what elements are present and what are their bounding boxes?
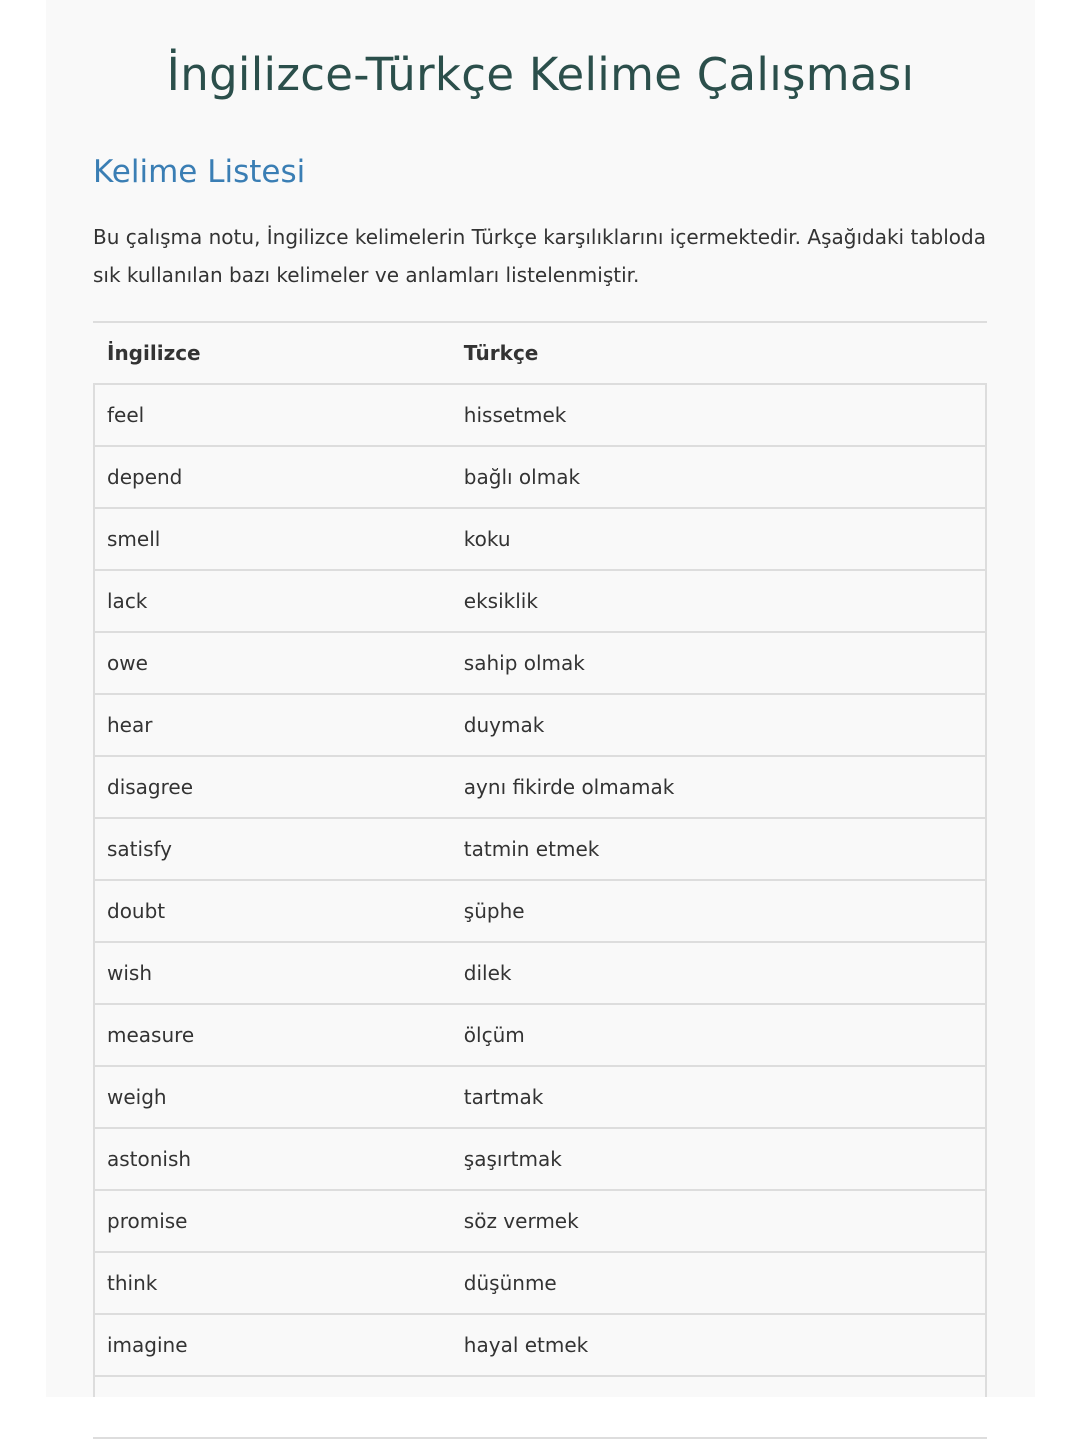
english-word-cell: wish <box>93 942 450 1004</box>
turkish-meaning-cell: tatmin etmek <box>450 818 987 880</box>
turkish-meaning-cell: eksiklik <box>450 570 987 632</box>
english-word-cell: measure <box>93 1004 450 1066</box>
table-row <box>93 818 987 880</box>
table-row <box>93 694 987 756</box>
table-row <box>93 384 987 446</box>
english-word-cell: lack <box>93 570 450 632</box>
turkish-meaning-cell: koku <box>450 508 987 570</box>
vocabulary-table <box>93 321 987 1439</box>
table-header-row <box>93 322 987 384</box>
table-body <box>93 384 987 1438</box>
turkish-meaning-cell: ölçüm <box>450 1004 987 1066</box>
turkish-meaning-cell: söz vermek <box>450 1190 987 1252</box>
turkish-meaning-cell: duymak <box>450 694 987 756</box>
header-english: İngilizce <box>93 322 450 384</box>
table-row <box>93 570 987 632</box>
table-row <box>93 1314 987 1376</box>
english-word-cell: weigh <box>93 1066 450 1128</box>
english-word-cell: depend <box>93 446 450 508</box>
english-word-cell: feel <box>93 384 450 446</box>
english-word-cell: astonish <box>93 1128 450 1190</box>
table-row <box>93 1066 987 1128</box>
turkish-meaning-cell: şüphe <box>450 880 987 942</box>
turkish-meaning-cell: düşünme <box>450 1252 987 1314</box>
section-heading: Kelime Listesi <box>93 154 306 190</box>
document-page <box>46 0 1035 1397</box>
english-word-cell <box>93 1376 450 1438</box>
turkish-meaning-cell: hissetmek <box>450 384 987 446</box>
table-row <box>93 1376 987 1438</box>
turkish-meaning-cell <box>450 1376 987 1438</box>
table-row <box>93 1004 987 1066</box>
header-turkish: Türkçe <box>450 322 987 384</box>
english-word-cell: promise <box>93 1190 450 1252</box>
turkish-meaning-cell: dilek <box>450 942 987 1004</box>
table-row <box>93 632 987 694</box>
intro-paragraph: Bu çalışma notu, İngilizce kelimelerin Türkçe karşılıklarını içermektedir. Aşağıdaki tabloda sık kullanılan bazı kelimeler ve anlamları listelenmiştir. <box>93 225 986 287</box>
english-word-cell: think <box>93 1252 450 1314</box>
table-row <box>93 508 987 570</box>
english-word-cell: hear <box>93 694 450 756</box>
english-word-cell: satisfy <box>93 818 450 880</box>
table-row <box>93 446 987 508</box>
english-word-cell: owe <box>93 632 450 694</box>
turkish-meaning-cell: aynı fikirde olmamak <box>450 756 987 818</box>
turkish-meaning-cell: bağlı olmak <box>450 446 987 508</box>
table-row <box>93 880 987 942</box>
english-word-cell: imagine <box>93 1314 450 1376</box>
table-row <box>93 756 987 818</box>
table-row <box>93 1252 987 1314</box>
english-word-cell: smell <box>93 508 450 570</box>
table-row <box>93 1190 987 1252</box>
turkish-meaning-cell: şaşırtmak <box>450 1128 987 1190</box>
table-row <box>93 1128 987 1190</box>
turkish-meaning-cell: hayal etmek <box>450 1314 987 1376</box>
page-title: İngilizce-Türkçe Kelime Çalışması <box>166 48 915 101</box>
turkish-meaning-cell: tartmak <box>450 1066 987 1128</box>
table-row <box>93 942 987 1004</box>
turkish-meaning-cell: sahip olmak <box>450 632 987 694</box>
english-word-cell: doubt <box>93 880 450 942</box>
english-word-cell: disagree <box>93 756 450 818</box>
